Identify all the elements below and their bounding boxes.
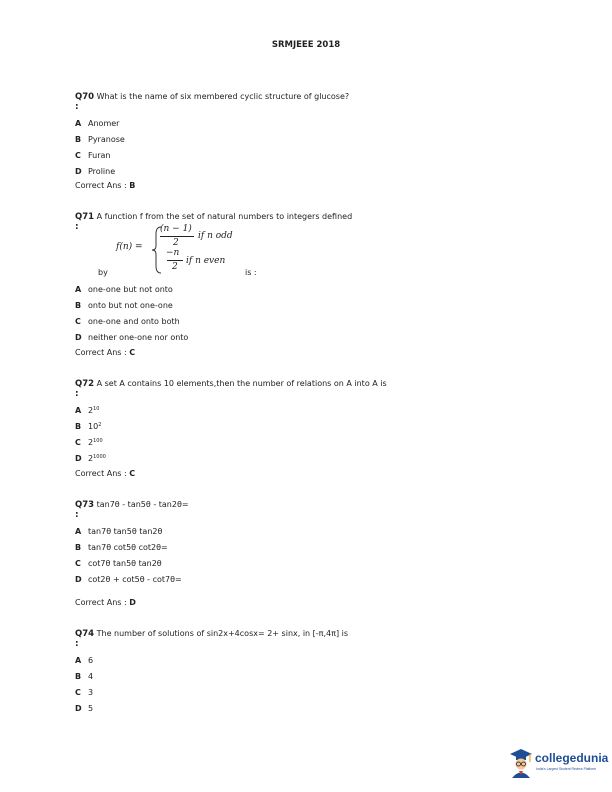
question-q72 (75, 379, 387, 389)
option-a: A Anomer (75, 119, 120, 128)
question-colon: : (75, 389, 79, 399)
case1-fraction-bar (160, 236, 194, 237)
by-label: by (98, 268, 108, 277)
question-text: tan7θ - tan5θ - tan2θ= (96, 500, 189, 509)
question-number: Q72 (75, 379, 95, 389)
correct-answer: Correct Ans : C (75, 469, 136, 478)
option-d: D Proline (75, 167, 116, 176)
option-c: C Furan (75, 151, 111, 160)
question-number: Q71 (75, 212, 95, 222)
question-text: What is the name of six membered cyclic structure of glucose? (96, 92, 350, 101)
question-colon: : (75, 510, 79, 520)
case2-condition: if n even (186, 256, 226, 266)
question-number: Q70 (75, 92, 95, 102)
case2-denominator: 2 (172, 262, 178, 272)
question-number: Q74 (75, 629, 95, 639)
logo-tagline: India's Largest Student Review Platform (536, 767, 597, 771)
correct-answer: Correct Ans : C (75, 348, 136, 357)
question-text: The number of solutions of sin2x+4cosx= 2+ sinx, in [-π,4π] is (96, 629, 348, 638)
graduate-icon (508, 745, 534, 779)
question-q71 (75, 212, 352, 222)
option-a: A $2^{10}$ (75, 406, 100, 415)
question-colon: : (75, 639, 79, 649)
option-d: D cot2θ + cot5θ - cot7θ= (75, 575, 182, 584)
case1-condition: if n odd (198, 231, 233, 241)
case2-numerator: −n (166, 248, 180, 258)
option-c: C one-one and onto both (75, 317, 180, 326)
option-b: B 4 (75, 672, 94, 681)
collegedunia-logo (508, 743, 608, 783)
is-label: is : (245, 268, 257, 277)
case1-numerator: (n − 1) (160, 224, 192, 234)
question-q74 (75, 629, 348, 639)
correct-answer: Correct Ans : D (75, 598, 136, 607)
option-d: D neither one-one nor onto (75, 333, 189, 342)
question-text: A function f from the set of natural numbers to integers defined (96, 212, 353, 221)
question-number: Q73 (75, 500, 95, 510)
correct-answer: Correct Ans : B (75, 181, 136, 190)
option-b: B onto but not one-one (75, 301, 173, 310)
option-a: A 6 (75, 656, 94, 665)
function-lhs: f(n) = (116, 242, 143, 252)
option-a: A one-one but not onto (75, 285, 173, 294)
option-d: D 5 (75, 704, 94, 713)
case2-fraction-bar (167, 260, 183, 261)
option-c: C $2^{100}$ (75, 438, 103, 447)
option-c: C cot7θ tan5θ tan2θ (75, 559, 162, 568)
logo-wordmark: collegedunia (535, 751, 609, 765)
option-b: B Pyranose (75, 135, 125, 144)
option-a: A tan7θ tan5θ tan2θ (75, 527, 163, 536)
question-text: A set A contains 10 elements,then the number of relations on A into A is (96, 379, 387, 388)
question-colon: : (75, 102, 79, 112)
question-q73 (75, 500, 189, 510)
question-colon: : (75, 222, 79, 232)
option-b: B tan7θ cot5θ cot2θ= (75, 543, 168, 552)
page-header: SRMJEEE 2018 (271, 40, 341, 50)
option-d: D $2^{1000}$ (75, 454, 106, 463)
option-b: B $10^2$ (75, 422, 102, 431)
case1-denominator: 2 (173, 238, 179, 248)
question-q70 (75, 92, 349, 102)
option-c: C 3 (75, 688, 94, 697)
